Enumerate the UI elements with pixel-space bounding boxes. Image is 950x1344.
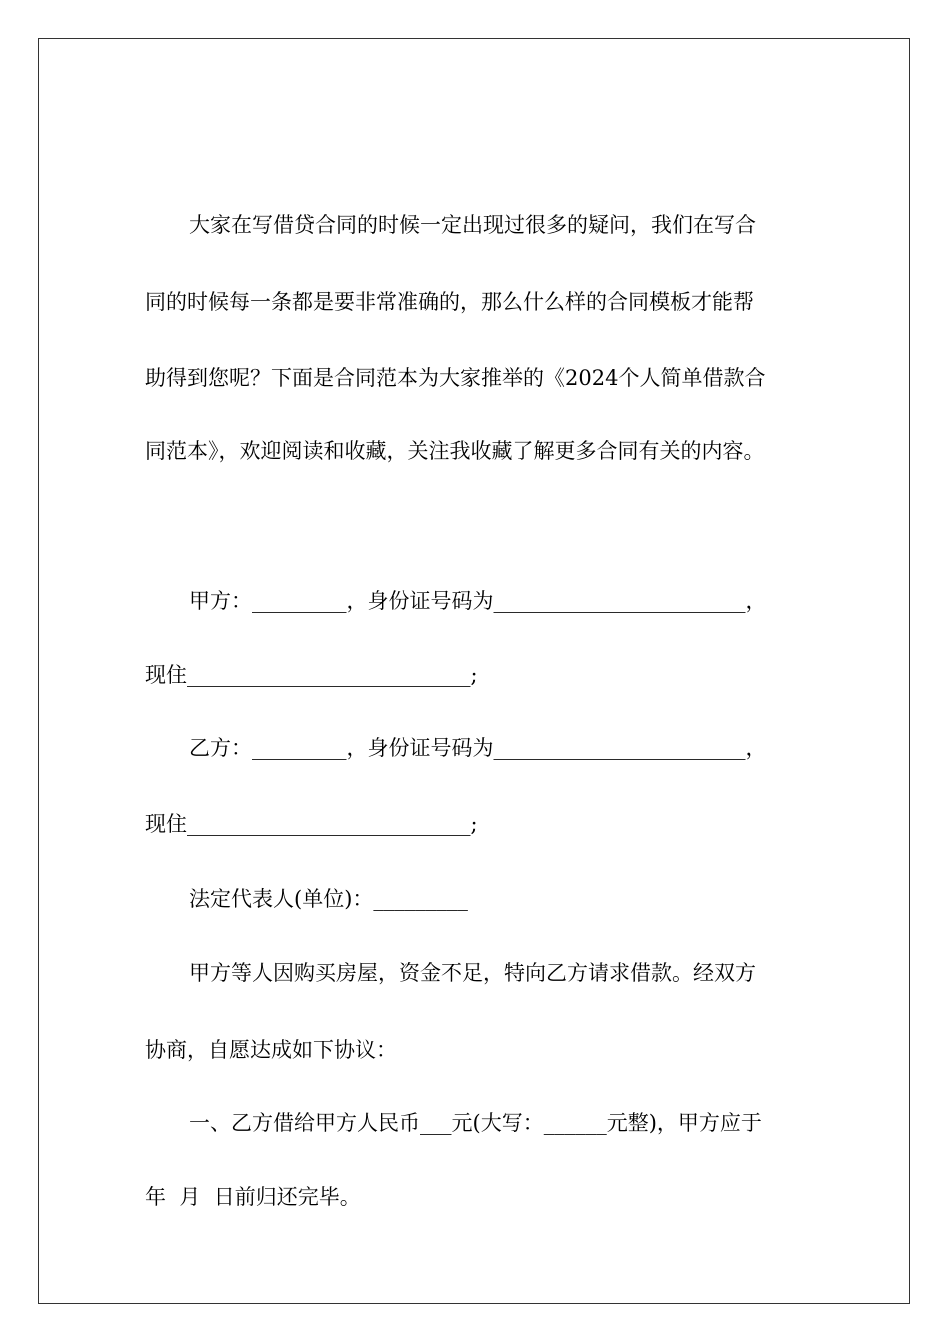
intro-line-1: 大家在写借贷合同的时候一定出现过很多的疑问，我们在写合 bbox=[189, 213, 756, 237]
party-b-address: 现住___________________________; bbox=[145, 812, 478, 836]
party-a-line: 甲方：_________，身份证号码为________________________， bbox=[189, 589, 767, 613]
intro-line-2: 同的时候每一条都是要非常准确的，那么什么样的合同模板才能帮 bbox=[145, 290, 754, 314]
party-a-address: 现住___________________________; bbox=[145, 663, 478, 687]
clause-1-line-2: 年 月 日前归还完毕。 bbox=[145, 1185, 361, 1209]
reason-line-2: 协商，自愿达成如下协议： bbox=[145, 1038, 397, 1062]
intro-line-3: 助得到您呢？下面是合同范本为大家推举的《2024个人简单借款合 bbox=[145, 366, 766, 390]
reason-line-1: 甲方等人因购买房屋，资金不足，特向乙方请求借款。经双方 bbox=[189, 961, 756, 985]
clause-1-line-1: 一、乙方借给甲方人民币___元(大写：______元整)，甲方应于 bbox=[189, 1111, 762, 1135]
party-b-line: 乙方：_________，身份证号码为________________________， bbox=[189, 736, 767, 760]
intro-line-4: 同范本》，欢迎阅读和收藏，关注我收藏了解更多合同有关的内容。 bbox=[145, 439, 765, 463]
legal-representative: 法定代表人(单位)：_________ bbox=[189, 887, 468, 911]
